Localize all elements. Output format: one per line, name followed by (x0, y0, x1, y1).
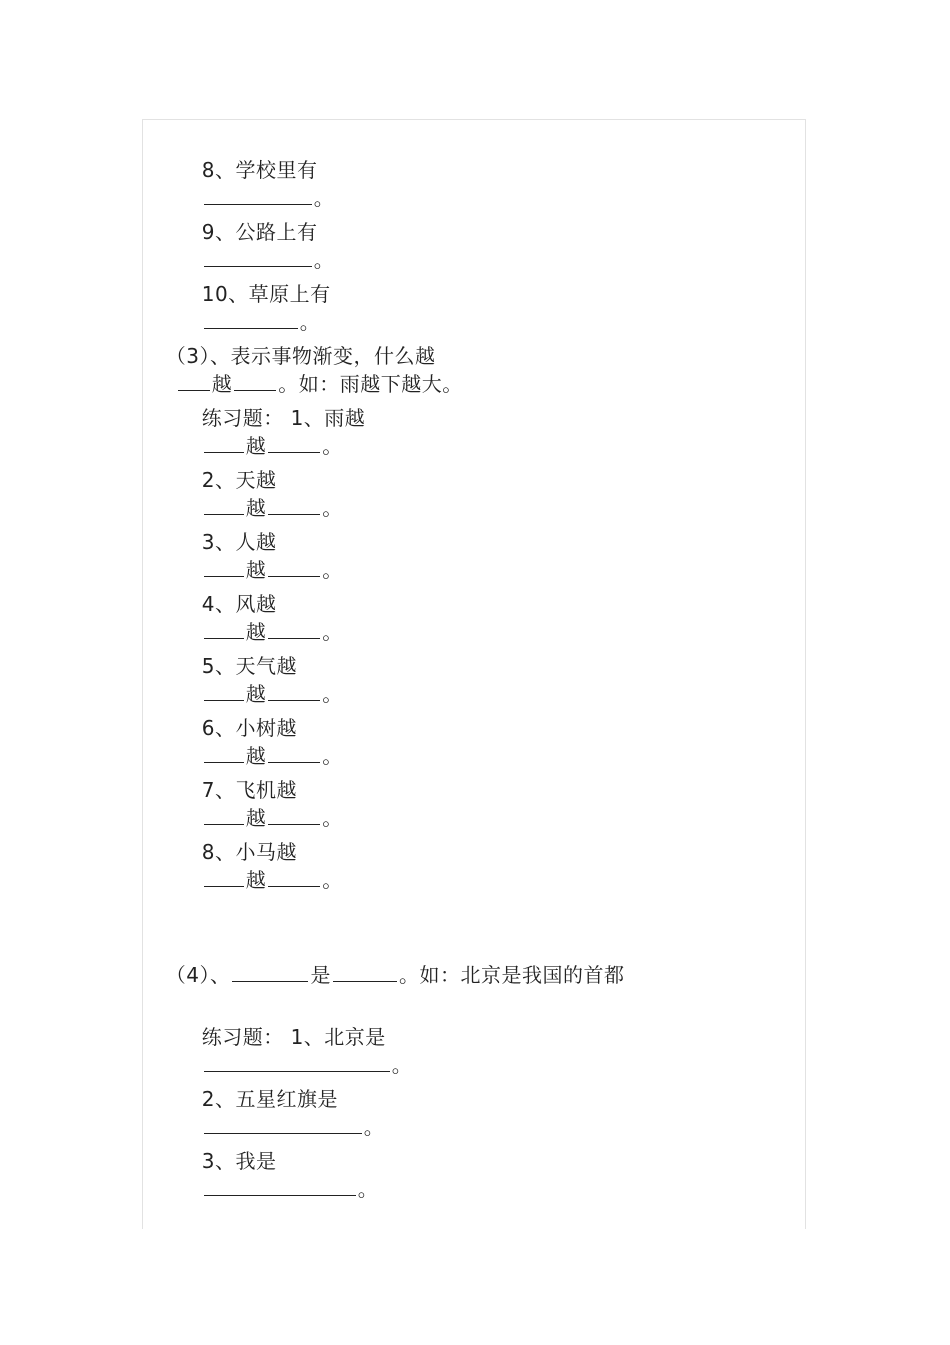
section-text-1: （3）、表示事物渐变，什么越 (165, 344, 436, 368)
line-end: 。 (322, 620, 343, 644)
line-end: 。 (322, 682, 343, 706)
line-label: 9、公路上有 (201, 220, 318, 244)
section-text-2: 是 (310, 963, 331, 987)
line-end: 。 (322, 806, 343, 830)
line-mid: 越 (245, 558, 267, 582)
line-end: 。 (322, 868, 343, 892)
line-mid: 越 (245, 434, 267, 458)
line-mid: 越 (245, 682, 267, 706)
line-end: 。 (299, 310, 321, 334)
section-text-1: （4）、 (165, 963, 231, 987)
section-text-3: 。如：北京是我国的首都 (398, 963, 625, 987)
answer-blank[interactable] (204, 1175, 356, 1196)
line-end: 。 (357, 1177, 379, 1201)
line-end: 。 (322, 744, 343, 768)
line-label: 6、小树越 (201, 716, 297, 740)
line-mid: 越 (245, 868, 267, 892)
line-label: 8、小马越 (201, 840, 297, 864)
line-label: 练习题： 1、北京是 (201, 1025, 386, 1049)
practice-4-3 (188, 1119, 378, 1203)
practice-3-8 (188, 810, 343, 894)
section-4-heading (152, 933, 624, 989)
line-label: 5、天气越 (201, 654, 297, 678)
answer-blank[interactable] (204, 866, 244, 887)
answer-blank[interactable] (232, 961, 308, 982)
line-end: 。 (322, 496, 343, 520)
line-mid: 越 (245, 620, 267, 644)
line-end: 。 (391, 1053, 413, 1077)
line-label: 练习题： 1、雨越 (201, 406, 366, 430)
line-label: 10、草原上有 (201, 282, 331, 306)
line-label: 8、学校里有 (201, 158, 318, 182)
line-mid: 越 (245, 496, 267, 520)
section-text-2: 越 (211, 372, 233, 396)
line-label: 7、飞机越 (201, 778, 297, 802)
line-label: 2、五星红旗是 (201, 1087, 338, 1111)
line-end: 。 (313, 186, 335, 210)
line-end: 。 (322, 558, 343, 582)
answer-blank[interactable] (333, 961, 397, 982)
line-label: 3、我是 (201, 1149, 277, 1173)
line-mid: 越 (245, 806, 267, 830)
line-label: 2、天越 (201, 468, 277, 492)
line-end: 。 (313, 248, 335, 272)
line-mid: 越 (245, 744, 267, 768)
line-end: 。 (363, 1115, 385, 1139)
answer-blank[interactable] (268, 866, 320, 887)
line-label: 4、风越 (201, 592, 277, 616)
line-label: 3、人越 (201, 530, 277, 554)
line-end: 。 (322, 434, 343, 458)
section-text-3: 。如：雨越下越大。 (278, 372, 463, 396)
